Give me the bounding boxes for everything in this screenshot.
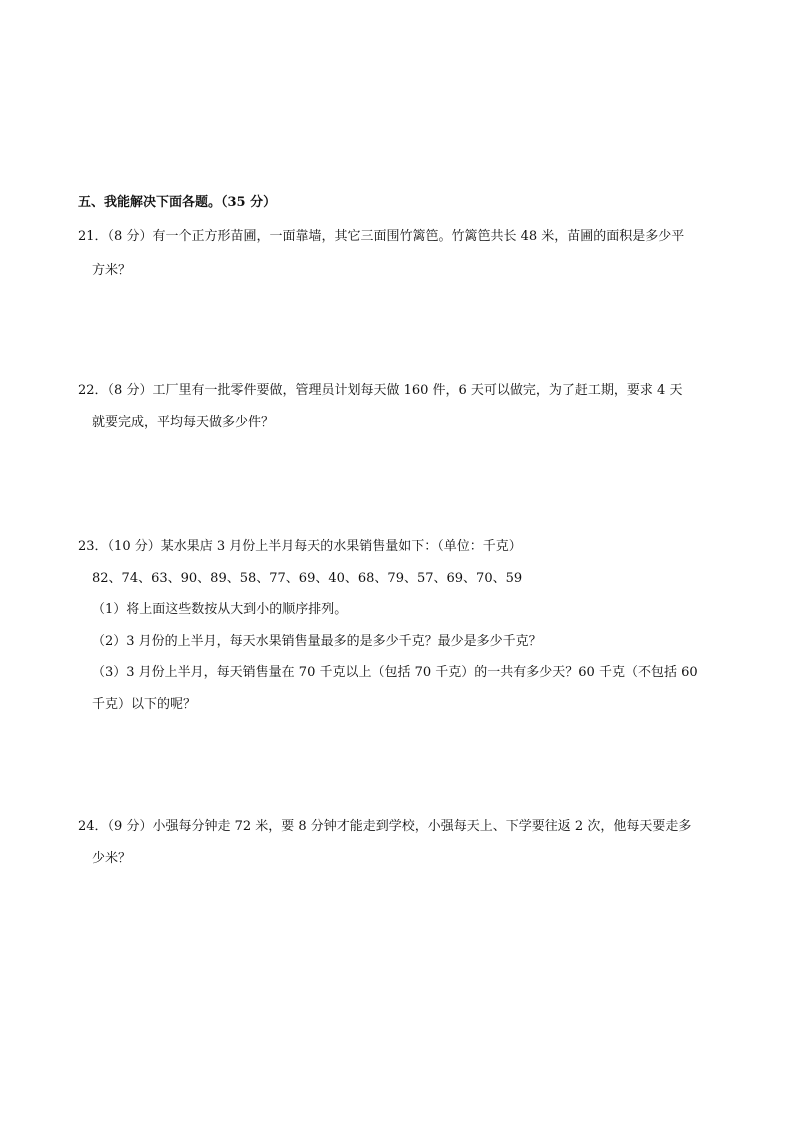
- question-24-line-2: 少米？: [92, 851, 132, 866]
- question-21-line-1: 21．（8 分）有一个正方形苗圃，一面靠墙，其它三面围竹篱笆。竹篱笆共长 48 米，苗圃的面积是多少平: [78, 229, 685, 244]
- question-22-line-1: 22．（8 分）工厂里有一批零件要做，管理员计划每天做 160 件，6 天可以做完，为了赶工期，要求 4 天: [78, 383, 683, 398]
- question-23-part-3-cont: 千克）以下的呢？: [92, 697, 197, 712]
- sales-data-list: 82、74、63、90、89、58、77、69、40、68、79、57、69、70、59: [92, 571, 523, 586]
- question-22-line-2: 就要完成，平均每天做多少件？: [92, 415, 275, 430]
- question-23-part-3: （3）3 月份上半月，每天销售量在 70 千克以上（包括 70 千克）的一共有多少天？60 千克（不包括 60: [92, 665, 698, 680]
- question-24-line-1: 24．（9 分）小强每分钟走 72 米，要 8 分钟才能走到学校，小强每天上、下学要往返 2 次，他每天要走多: [78, 819, 692, 834]
- question-23-part-2: （2）3 月份的上半月，每天水果销售量最多的是多少千克？最少是多少千克？: [92, 634, 542, 649]
- question-23-part-1: （1）将上面这些数按从大到小的顺序排列。: [92, 602, 348, 617]
- section-title: 五、我能解决下面各题。（35 分）: [78, 195, 277, 210]
- question-21-line-2: 方米？: [92, 263, 132, 278]
- question-23-line-1: 23．（10 分）某水果店 3 月份上半月每天的水果销售量如下：（单位：千克）: [78, 539, 522, 554]
